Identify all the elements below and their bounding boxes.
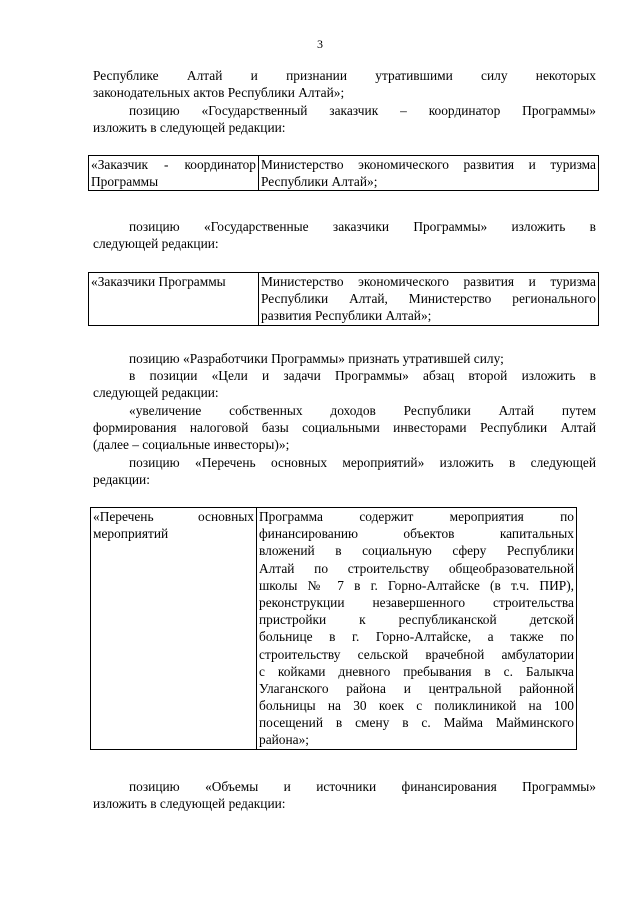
text-line: законодательных актов Республики Алтай»; bbox=[93, 85, 345, 101]
text-line: мероприятий bbox=[93, 526, 169, 542]
table-customers bbox=[88, 272, 599, 326]
page-number: 3 bbox=[317, 37, 323, 51]
text-line: Улаганского района и центральной районной bbox=[259, 680, 574, 696]
text-line: пристройки к республиканской детской bbox=[259, 612, 574, 628]
text-line: позицию «Объемы и источники финансирования Программы» bbox=[129, 779, 596, 794]
text-line: строительству сельской врачебной амбулатории bbox=[259, 646, 574, 662]
text-line: «Заказчик - координатор bbox=[91, 157, 256, 172]
text-line: изложить в следующей редакции: bbox=[93, 120, 286, 136]
text-line: «Заказчики Программы bbox=[91, 274, 226, 289]
paragraph-financing-position bbox=[93, 778, 596, 812]
paragraph-goals-position bbox=[93, 367, 596, 401]
table-row bbox=[91, 508, 577, 750]
text-line: в позиции «Цели и задачи Программы» абзац второй изложить в bbox=[129, 368, 596, 383]
text-line: формирования налоговой базы социальными инвесторами Республики Алтай bbox=[93, 420, 596, 436]
text-line: района»; bbox=[259, 732, 310, 748]
text-line: Министерство экономического развития и туризма bbox=[261, 157, 596, 172]
table-row bbox=[89, 273, 599, 326]
text-line: позицию «Разработчики Программы» признать утратившей силу; bbox=[129, 351, 504, 366]
text-line: Республике Алтай и признании утратившими силу некоторых bbox=[93, 68, 596, 83]
paragraph-developers-position bbox=[93, 350, 596, 367]
table-activities bbox=[90, 507, 577, 750]
text-line: следующей редакции: bbox=[93, 236, 219, 252]
text-line: больницы на 30 коек с поликлиникой на 100 bbox=[259, 698, 574, 714]
text-line: Министерство экономического развития и туризма bbox=[261, 274, 596, 289]
table-cell-value bbox=[259, 273, 599, 326]
table-cell-value bbox=[257, 508, 577, 750]
paragraph-activities-position bbox=[93, 454, 596, 488]
text-line: реконструкции незавершенного строительства bbox=[259, 594, 574, 610]
table-row bbox=[89, 156, 599, 191]
text-line: посещений в смену в с. Майма Майминского bbox=[259, 715, 574, 731]
text-line: позицию «Государственные заказчики Программы» изложить в bbox=[129, 219, 596, 234]
table-coordinator bbox=[88, 155, 599, 191]
text-line: Программы bbox=[91, 174, 159, 190]
text-line: Республики Алтай, Министерство регионального bbox=[261, 291, 596, 307]
text-line: с койками дневного пребывания в с. Балыкча bbox=[259, 663, 574, 679]
paragraph-customers-position bbox=[93, 218, 596, 252]
text-line: финансированию объектов капитальных bbox=[259, 526, 574, 542]
text-line: больнице в г. Горно-Алтайске, а также по bbox=[259, 629, 574, 645]
paragraph-coordinator-position bbox=[93, 102, 596, 136]
text-line: позицию «Государственный заказчик – координатор Программы» bbox=[129, 103, 596, 118]
text-line: позицию «Перечень основных мероприятий» изложить в следующей bbox=[129, 455, 596, 470]
table-cell-label bbox=[89, 273, 259, 326]
text-line: «увеличение собственных доходов Республики Алтай путем bbox=[129, 403, 596, 418]
text-line: Алтай по строительству общеобразовательной bbox=[259, 560, 574, 576]
text-line: развития Республики Алтай»; bbox=[261, 308, 432, 324]
table-cell-label bbox=[89, 156, 259, 191]
text-line: школы № 7 в г. Горно-Алтайске (в т.ч. ПИР), bbox=[259, 577, 574, 593]
text-line: Республики Алтай»; bbox=[261, 174, 378, 190]
table-cell-label bbox=[91, 508, 257, 750]
paragraph-income-quote bbox=[93, 402, 596, 454]
text-line: изложить в следующей редакции: bbox=[93, 796, 286, 812]
text-line: вложений в социальную сферу Республики bbox=[259, 543, 574, 559]
text-line: следующей редакции: bbox=[93, 385, 219, 401]
text-line: (далее – социальные инвесторы)»; bbox=[93, 437, 290, 453]
paragraph-intro bbox=[93, 67, 596, 101]
text-line: редакции: bbox=[93, 472, 150, 488]
text-line: «Перечень основных bbox=[93, 509, 254, 524]
text-line: Программа содержит мероприятия по bbox=[259, 509, 574, 524]
table-cell-value bbox=[259, 156, 599, 191]
